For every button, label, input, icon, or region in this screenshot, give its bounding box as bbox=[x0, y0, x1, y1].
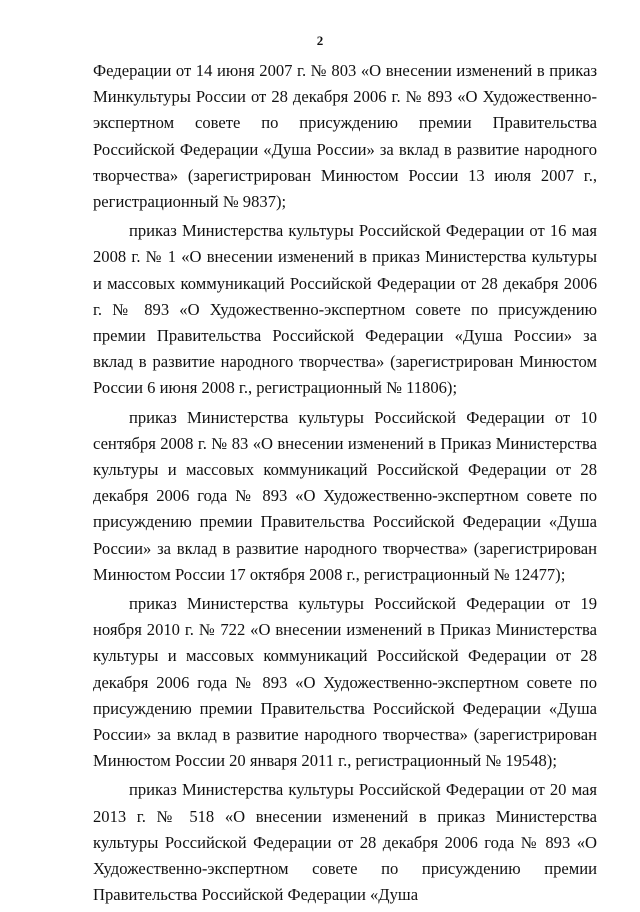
paragraph-2: приказ Министерства культуры Российской Федерации от 16 мая 2008 г. № 1 «О внесении изменений в приказ Министерства культуры и массовых коммуникаций Российской Федерации от 28 декабря 2006 г. № 893 «О Художественно-экспертном совете по присуждению премии Правительства Российской Федерации «Душа России» за вклад в развитие народного творчества» (зарегистрирован Минюстом России 6 июня 2008 г., регистрационный № 11806); bbox=[93, 221, 597, 398]
paragraph-1: Федерации от 14 июня 2007 г. № 803 «О внесении изменений в приказ Минкультуры России от 28 декабря 2006 г. № 893 «О Художественно-экспертном совете по присуждению премии Правительства Российской Федерации «Душа России» за вклад в развитие народного творчества» (зарегистрирован Минюстом России 13 июля 2007 г., регистрационный № 9837); bbox=[93, 61, 597, 212]
document-body bbox=[93, 58, 597, 912]
paragraph-5: приказ Министерства культуры Российской Федерации от 20 мая 2013 г. № 518 «О внесении изменений в приказ Министерства культуры Российской Федерации от 28 декабря 2006 года № 893 «О Художественно-экспертном совете по присуждению премии Правительства Российской Федерации «Душа bbox=[93, 780, 597, 905]
page-number: 2 bbox=[316, 33, 324, 48]
paragraph-3: приказ Министерства культуры Российской Федерации от 10 сентября 2008 г. № 83 «О внесении изменений в Приказ Министерства культуры и массовых коммуникаций Российской Федерации от 28 декабря 2006 года № 893 «О Художественно-экспертном совете по присуждению премии Правительства Российской Федерации «Душа России» за вклад в развитие народного творчества» (зарегистрирован Минюстом России 17 октября 2008 г., регистрационный № 12477); bbox=[93, 407, 597, 584]
paragraph-4: приказ Министерства культуры Российской Федерации от 19 ноября 2010 г. № 722 «О внесении изменений в Приказ Министерства культуры и массовых коммуникаций Российской Федерации от 28 декабря 2006 года № 893 «О Художественно-экспертном совете по присуждению премии Правительства Российской Федерации «Душа России» за вклад в развитие народного творчества» (зарегистрирован Минюстом России 20 января 2011 г., регистрационный № 19548); bbox=[93, 594, 597, 771]
